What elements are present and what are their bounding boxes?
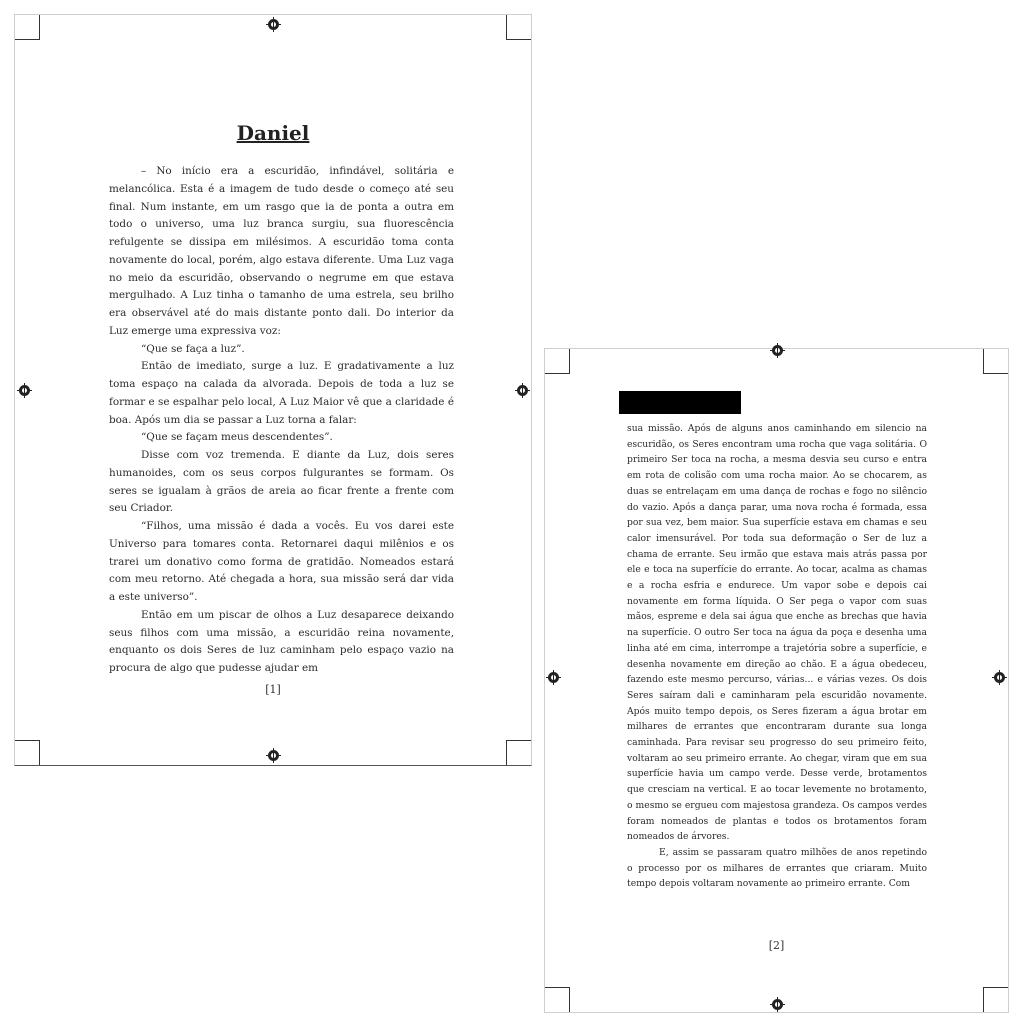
document-page-1 [14, 14, 532, 766]
registration-mark-icon [548, 672, 559, 683]
registration-mark-icon [517, 385, 528, 396]
paragraph: “Que se façam meus descendentes”. [141, 431, 333, 444]
crop-mark-bottom-right [506, 740, 531, 765]
crop-mark-bottom-left [15, 740, 40, 765]
paragraph: – No início era a escuridão, infindável, solitária e melancólica. Esta é a imagem de tudo desde o começo até seu final. Num instante, em um rasgo que ia de ponta a outra em todo o universo, uma luz branca surgiu, sua fluorescência refulgente se dissipa em milésimos. A escuridão toma conta novamente do local, porém, algo estava diferente. Uma Luz vaga no meio da escuridão, observando o negrume em que estava mergulhado. A Luz tinha o tamanho de uma estrela, seu brilho era observável até do mais distante ponto dali. Do interior da Luz emerge uma expressiva voz: [109, 165, 454, 337]
page-number: [1] [265, 683, 281, 696]
registration-mark-icon [772, 999, 783, 1010]
crop-mark-top-left [545, 349, 570, 374]
paragraph: Então de imediato, surge a luz. E gradativamente a luz toma espaço na calada da alvorada. Depois de toda a luz se formar e se espalhar pelo local, A Luz Maior vê que a claridade é boa. Após um dia se passar a Luz torna a falar: [109, 360, 454, 426]
paragraph: “Filhos, uma missão é dada a vocês. Eu vos darei este Universo para tomares conta. Retornarei daqui milênios e os trarei um donativo como forma de gratidão. Nomeados estará com meu retorno. Até chegada a hora, sua missão será dar vida a este universo”. [109, 520, 454, 603]
paragraph: sua missão. Após de alguns anos caminhando em silencio na escuridão, os Seres encontram uma rocha que vaga solitária. O primeiro Ser toca na rocha, a mesma desvia seu curso e entra em rota de colisão com uma rocha maior. Ao se chocarem, as duas se entrelaçam em uma dança de rochas e fogo no silêncio do vazio. Após a dança parar, uma nova rocha é formada, essa por sua vez, bem maior. Sua superfície estava em chamas e seu calor imensurável. Por toda sua deformação o Ser de luz a chama de errante. Seu irmão que estava mais atrás passa por ele e toca na superfície do errante. Ao tocar, acalma as chamas e a rocha esfria e endurece. Um vapor sobe e depois cai novamente em forma líquida. O Ser pega o vapor com suas mãos, espreme e dela sai água que enche as brechas que havia na superfície. O outro Ser toca na água da poça e desenha uma linha até em cima, interrompe a trajetória sobre a superfície, e desenha novamente em direção ao chão. E a água obedeceu, fazendo este mesmo percurso, várias... e várias vezes. Os dois Seres saíram dali e caminharam pela escuridão novamente. Após muito tempo depois, os Seres fizeram a água brotar em milhares de errantes que encontraram durante sua longa caminhada. Para revisar seu progresso do seu primeiro feito, voltaram ao seu primeiro errante. Ao chegar, viram que em sua superfície havia um campo verde. Desse verde, brotamentos que cresciam na vertical. E ao tocar levemente no brotamento, o mesmo se ergueu com majestosa grandeza. Os campos verdes foram nomeados de plantas e todos os brotamentos foram nomeados de árvores. [627, 423, 927, 843]
page-title: Daniel [236, 121, 310, 145]
page-number: [2] [768, 939, 785, 952]
crop-mark-bottom-left [545, 987, 570, 1012]
paragraph: Então em um piscar de olhos a Luz desaparece deixando seus filhos com uma missão, a escuridão reina novamente, enquanto os dois Seres de luz caminham pelo espaço vazio na procura de algo que pudesse ajudar em [109, 608, 454, 674]
crop-mark-top-right [506, 15, 531, 40]
document-page-2 [544, 348, 1009, 1013]
crop-mark-bottom-right [983, 987, 1008, 1012]
registration-mark-icon [772, 345, 783, 356]
paragraph: Disse com voz tremenda. E diante da Luz, dois seres humanoides, com os seus corpos fulgurantes se formam. Os seres se igualam à grãos de areia ao ficar frente a frente com seu Criador. [109, 449, 454, 515]
redaction-block [619, 391, 741, 414]
registration-mark-icon [268, 19, 279, 30]
registration-mark-icon [19, 385, 30, 396]
page-2-body [627, 421, 927, 892]
page-1-body [109, 163, 454, 678]
crop-mark-top-left [15, 15, 40, 40]
registration-mark-icon [994, 672, 1005, 683]
registration-mark-icon [268, 750, 279, 761]
crop-mark-top-right [983, 349, 1008, 374]
paragraph: “Que se faça a luz”. [141, 342, 245, 355]
paragraph: E, assim se passaram quatro milhões de anos repetindo o processo por os milhares de errantes que criaram. Muito tempo depois voltaram novamente ao primeiro errante. Com [627, 846, 927, 890]
